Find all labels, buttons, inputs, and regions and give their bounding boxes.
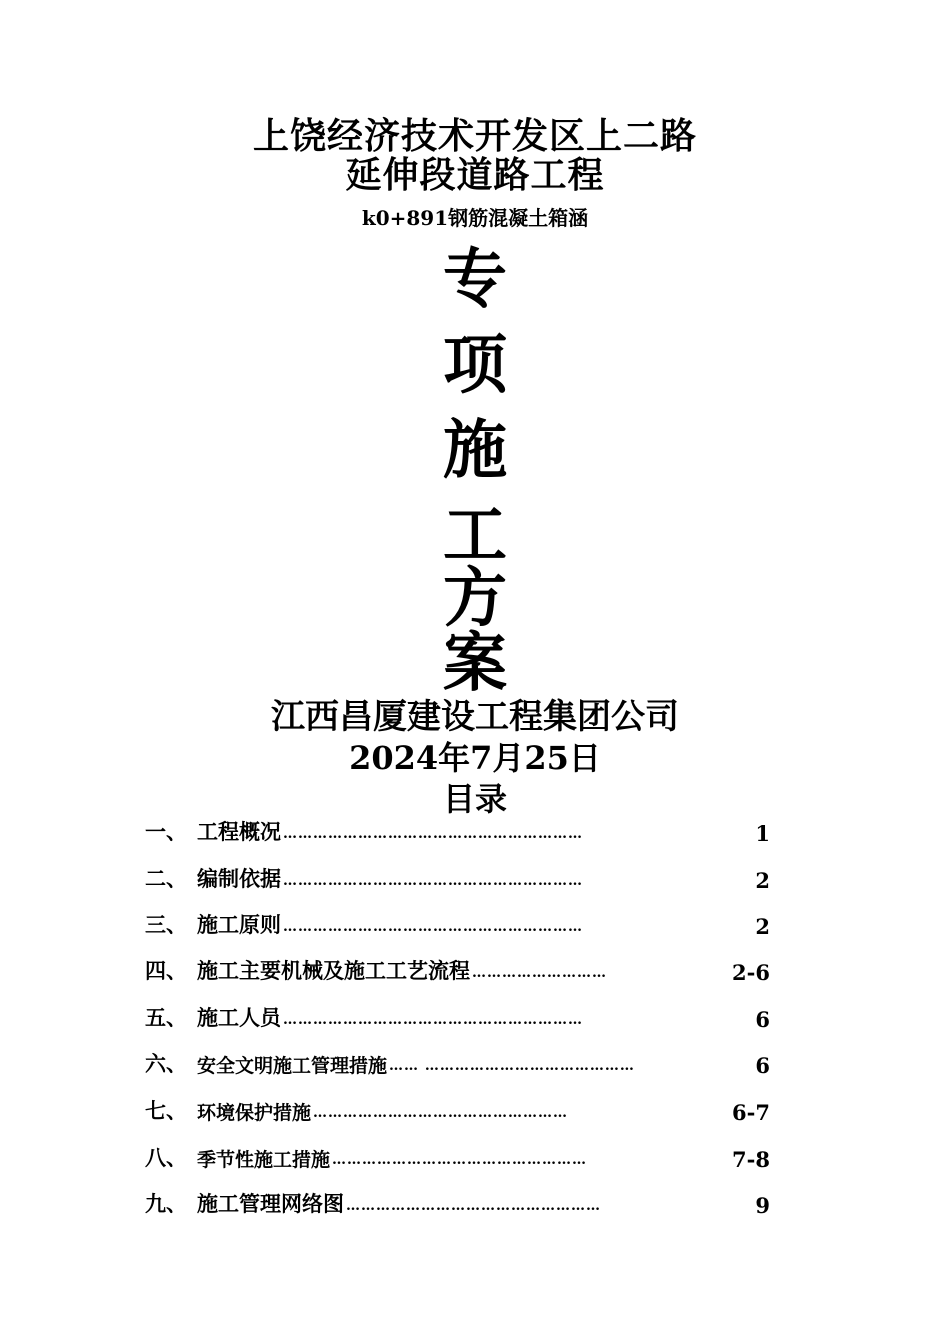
toc-item-leader: ……………………………………………………	[283, 826, 583, 842]
toc-item-label: 编制依据	[197, 866, 281, 891]
toc-item-number: 九、	[145, 1191, 187, 1216]
toc-item[interactable]	[145, 911, 770, 939]
toc-item-number: 四、	[145, 958, 187, 983]
toc-item-leader: ……………………………………………	[313, 1105, 569, 1121]
toc-item-page: 2	[755, 868, 770, 893]
toc-item-page: 6	[755, 1007, 770, 1032]
toc-item-label: 施工管理网络图	[197, 1191, 344, 1216]
toc-item-label: 安全文明施工管理措施	[197, 1055, 388, 1077]
toc-item-leader: ……………………………………………	[346, 1198, 601, 1214]
toc-title: 目录	[442, 780, 507, 818]
toc-item-number: 二、	[145, 866, 187, 891]
toc-item-label: 环境保护措施	[197, 1102, 312, 1124]
toc-item-label: 施工主要机械及施工工艺流程	[197, 958, 470, 983]
toc-item-leader: ………………………	[472, 965, 607, 981]
toc-item-label: 工程概况	[197, 819, 281, 844]
toc-item-label: 季节性施工措施	[197, 1149, 331, 1171]
company-name: 江西昌厦建设工程集团公司	[271, 697, 679, 737]
toc-item[interactable]	[145, 957, 770, 985]
toc-item-page: 9	[755, 1193, 770, 1218]
toc-item-label: 施工原则	[197, 912, 281, 937]
document-date: 2024年7月25日	[349, 739, 601, 777]
toc-item-leader: ……………………………………………………	[283, 919, 583, 935]
big-title-char-1: 专	[443, 242, 507, 317]
toc-item-page: 2-6	[732, 960, 770, 985]
big-title-char-5: 方	[443, 561, 507, 636]
toc-item-page: 2	[755, 914, 770, 939]
document-subtitle: k0+891钢筋混凝土箱涵	[361, 206, 589, 230]
toc-item-page: 6-7	[732, 1100, 770, 1125]
toc-item-leader: …… ……………………………………	[389, 1058, 635, 1074]
toc-item-number: 一、	[145, 819, 187, 844]
big-title-char-2: 项	[443, 328, 507, 403]
toc-item-leader: ……………………………………………………	[283, 873, 583, 889]
document-title-line-1: 上饶经济技术开发区上二路	[252, 115, 697, 157]
toc-item-page: 7-8	[732, 1147, 770, 1172]
toc-item-number: 五、	[145, 1005, 187, 1030]
toc-item-number: 八、	[145, 1145, 187, 1170]
toc-item[interactable]	[145, 1050, 770, 1078]
big-title-char-6: 案	[443, 626, 507, 701]
toc-item[interactable]	[145, 818, 770, 846]
big-title-char-4: 工	[443, 498, 507, 573]
toc-item[interactable]	[145, 1144, 770, 1172]
toc-item[interactable]	[145, 1004, 770, 1032]
toc-item-label: 施工人员	[197, 1005, 281, 1030]
toc-item-number: 六、	[145, 1051, 187, 1076]
toc-item[interactable]	[145, 1097, 770, 1125]
toc-item-number: 三、	[145, 912, 187, 937]
big-title-char-3: 施	[443, 413, 507, 488]
document-title-line-2: 延伸段道路工程	[345, 154, 605, 196]
toc-item[interactable]	[145, 1190, 770, 1218]
toc-item-number: 七、	[145, 1098, 187, 1123]
toc-item[interactable]	[145, 865, 770, 893]
toc-item-page: 6	[755, 1053, 770, 1078]
toc-item-leader: ……………………………………………	[332, 1152, 588, 1168]
toc-item-leader: ……………………………………………………	[283, 1012, 583, 1028]
toc-item-page: 1	[755, 821, 770, 846]
